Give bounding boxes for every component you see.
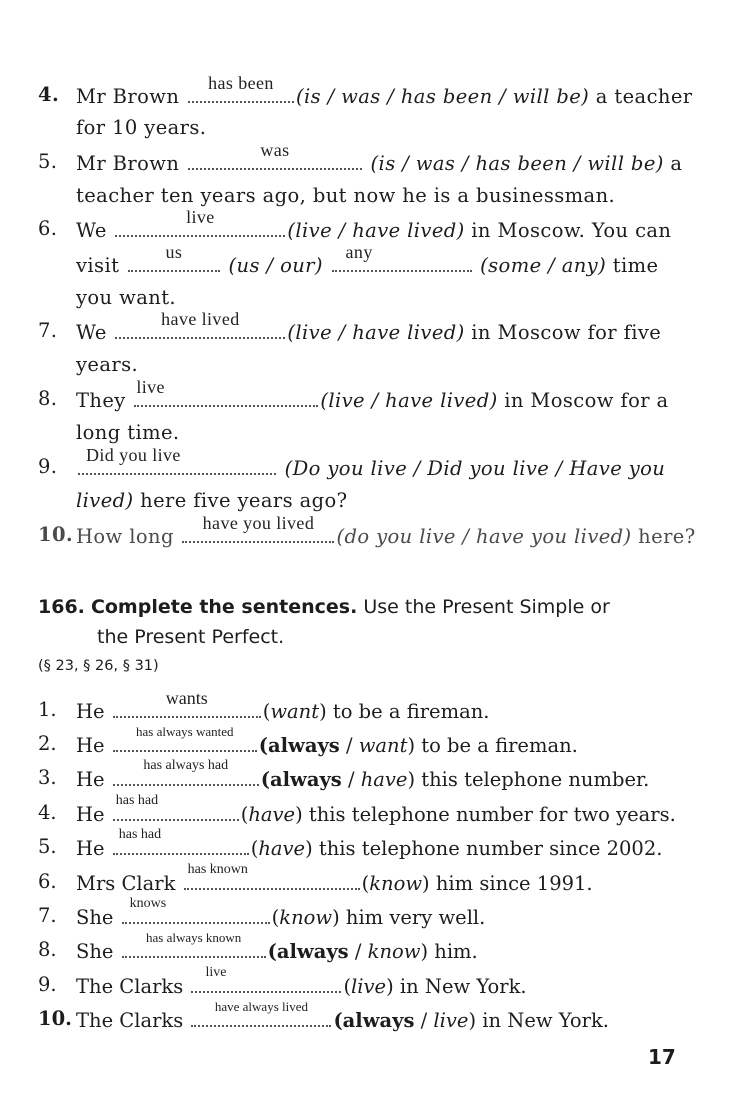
item-number: 8. <box>38 387 58 410</box>
answer-blank <box>122 896 270 924</box>
item-text-rest: ) him very well. <box>332 906 486 929</box>
item-subject: Mrs Clark <box>76 872 182 895</box>
answer-blank <box>128 242 220 272</box>
item-text-rest: ) him. <box>420 940 478 963</box>
item-number: 3. <box>38 766 57 789</box>
handwritten-answer: has been <box>208 73 274 93</box>
item-number: 10. <box>38 1007 72 1030</box>
item-text: years. <box>76 353 139 376</box>
item-text: here five years ago? <box>133 489 348 512</box>
paren: ( <box>258 734 268 757</box>
workbook-page: 4. Mr Brown has been (is / was / has been / will be) a teacher for 10 years. 5. Mr Brown was (is / was / has been / will be) a teacher ten years ago, but now he is a businessman. 6. We live (live / have lived) in Moscow. You can visit us (us / our) any (some / any) time you want. 7. We have lived (live / have lived) in Moscow for five years. 8. They live (live / have lived) in Moscow for a long time. 9. Did you live (Do you live / Did you live / Have you lived) here five years ago? 10. How long have you lived (do you live / have you lived) here? 166. Complete the sentences. Use the Present Simple or the Present Perfect. (§ 23, § 26, § 31) 1. He wants (want) to be a fireman. 2. He has always wanted (always / want) to be a fireman. 3. He has always had (always / have) this telephone number. 4. He has had (have) this telephone number for two years. 5. He has had (have) this telephone number since 2002. 6. Mrs Clark has known (know) him since 1991. 7. She knows (know) him very well. 8. She has always known (always / know) him. 9. The Clarks live (live) in New York. 10. The Clarks have always lived (always / live) in New York. 17 <box>0 0 741 1103</box>
answer-blank <box>191 965 341 993</box>
exercise-166-title <box>38 592 698 652</box>
item-subject: He <box>76 803 111 826</box>
answer-blank <box>332 242 472 272</box>
handwritten-answer: has had <box>118 827 162 842</box>
handwritten-answer: live <box>136 377 165 397</box>
item-text-rest: ) this telephone number. <box>407 768 650 791</box>
handwritten-answer: has had <box>115 793 159 808</box>
item-text: teacher ten years ago, but now he is a businessman. <box>76 184 616 207</box>
item-text: for 10 years. <box>76 116 207 139</box>
paren: ( <box>260 768 270 791</box>
answer-blank <box>113 827 249 855</box>
item-text-rest: in Moscow. You can <box>464 219 672 242</box>
handwritten-answer: have you lived <box>202 513 315 533</box>
answer-blank <box>182 513 334 543</box>
item-subject: She <box>76 940 120 963</box>
answer-blank <box>113 793 239 821</box>
item-text: visit <box>76 254 126 277</box>
item-number: 2. <box>38 732 57 755</box>
item-text: We <box>76 219 114 242</box>
item-subject: He <box>76 837 111 860</box>
handwritten-answer: have always lived <box>214 999 308 1014</box>
item-text-rest: in Moscow for a <box>497 389 669 412</box>
verb-hint: have <box>258 837 306 860</box>
item-text: you want. <box>76 286 177 309</box>
page-number: 17 <box>648 1045 676 1069</box>
answer-blank <box>134 377 318 407</box>
verb-hint: have <box>360 768 408 791</box>
exercise-number: 166. <box>38 596 85 618</box>
options: (do you live / have you lived) <box>336 525 632 548</box>
options: (Do you live / Did you live / Have you <box>284 457 666 480</box>
item-text-rest: ) him since 1991. <box>422 872 593 895</box>
adverb-hint: always <box>267 734 340 757</box>
item-number: 5. <box>38 835 57 858</box>
item-number: 7. <box>38 904 57 927</box>
answer-blank <box>115 309 285 339</box>
item-number: 4. <box>38 83 60 106</box>
handwritten-answer: Did you live <box>86 445 181 465</box>
item-number: 1. <box>38 698 57 721</box>
item-subject: He <box>76 768 111 791</box>
answer-blank <box>113 724 257 752</box>
handwritten-answer: wants <box>165 688 208 708</box>
paren: ( <box>333 1009 343 1032</box>
item-text: We <box>76 321 114 344</box>
instruction: Use the Present Simple or <box>357 596 610 618</box>
item-text-rest: a teacher <box>589 85 693 108</box>
handwritten-answer: was <box>260 140 290 160</box>
verb-hint: live <box>351 975 387 998</box>
options-end: lived) <box>76 489 134 512</box>
item-number: 4. <box>38 801 57 824</box>
options: (is / was / has been / will be) <box>295 85 590 108</box>
item-subject: He <box>76 700 111 723</box>
handwritten-answer: has known <box>187 862 248 877</box>
verb-hint: know <box>369 872 423 895</box>
answer-blank <box>122 930 266 958</box>
options: (live / have lived) <box>287 321 465 344</box>
paren: ( <box>240 803 249 826</box>
paren: ( <box>361 872 370 895</box>
answer-blank <box>113 758 259 786</box>
item-text-rest: ) in New York. <box>468 1009 609 1032</box>
verb-hint: have <box>248 803 296 826</box>
item-number: 5. <box>38 150 58 173</box>
answer-blank <box>78 445 276 475</box>
item-number: 9. <box>38 973 57 996</box>
item-number: 6. <box>38 217 58 240</box>
item-text-rest: ) in New York. <box>386 975 527 998</box>
adverb-hint: always <box>276 940 349 963</box>
paren: ( <box>267 940 277 963</box>
item-number: 9. <box>38 455 58 478</box>
verb-hint: live <box>433 1009 469 1032</box>
handwritten-answer: live <box>205 965 227 980</box>
item-text-rest: ) this telephone number for two years. <box>295 803 676 826</box>
verb-hint: know <box>279 906 333 929</box>
handwritten-answer: has always known <box>145 930 242 945</box>
handwritten-answer: has always had <box>143 758 229 773</box>
answer-blank <box>188 73 294 103</box>
paren: ( <box>250 837 259 860</box>
answer-blank <box>113 688 261 718</box>
item-number: 7. <box>38 319 58 342</box>
verb-hint: know <box>367 940 421 963</box>
handwritten-answer: knows <box>129 896 167 911</box>
handwritten-answer: has always wanted <box>136 724 234 739</box>
item-subject: She <box>76 906 120 929</box>
answer-blank <box>188 140 362 170</box>
verb-hint: want <box>270 700 320 723</box>
options: (us / our) <box>228 254 323 277</box>
instruction-line2: the Present Perfect. <box>97 626 285 648</box>
item-number: 6. <box>38 870 57 893</box>
item-text: long time. <box>76 421 180 444</box>
paren: ( <box>343 975 352 998</box>
options: (live / have lived) <box>287 219 465 242</box>
handwritten-answer: any <box>345 242 373 262</box>
verb-hint: want <box>358 734 408 757</box>
handwritten-answer: live <box>186 207 215 227</box>
item-text-rest: here? <box>631 525 696 548</box>
item-text-rest: ) to be a fireman. <box>319 700 490 723</box>
adverb-hint: always <box>269 768 342 791</box>
answer-blank <box>115 207 285 237</box>
options: (some / any) <box>480 254 607 277</box>
paren: ( <box>271 906 280 929</box>
adverb-hint: always <box>342 1009 415 1032</box>
item-text-rest: time <box>606 254 659 277</box>
item-text: They <box>76 389 133 412</box>
item-text-rest: in Moscow for five <box>464 321 662 344</box>
paren: ( <box>262 700 271 723</box>
item-text-rest: ) this telephone number since 2002. <box>305 837 663 860</box>
instruction-bold: Complete the sentences. <box>90 596 358 618</box>
item-subject: The Clarks <box>76 1009 190 1032</box>
item-text-rest: ) to be a fireman. <box>407 734 578 757</box>
item-subject: He <box>76 734 111 757</box>
options: (is / was / has been / will be) <box>370 152 664 175</box>
item-number: 10. <box>38 523 74 546</box>
item-text: How long <box>76 525 181 548</box>
item-text-rest: a <box>663 152 683 175</box>
answer-blank <box>184 862 360 890</box>
item-text: Mr Brown <box>76 152 186 175</box>
handwritten-answer: have lived <box>161 309 240 329</box>
item-number: 8. <box>38 938 57 961</box>
options: (live / have lived) <box>320 389 498 412</box>
handwritten-answer: us <box>165 242 183 262</box>
answer-blank <box>191 999 331 1027</box>
item-text: Mr Brown <box>76 85 186 108</box>
grammar-references: (§ 23, § 26, § 31) <box>38 658 159 674</box>
item-subject: The Clarks <box>76 975 190 998</box>
